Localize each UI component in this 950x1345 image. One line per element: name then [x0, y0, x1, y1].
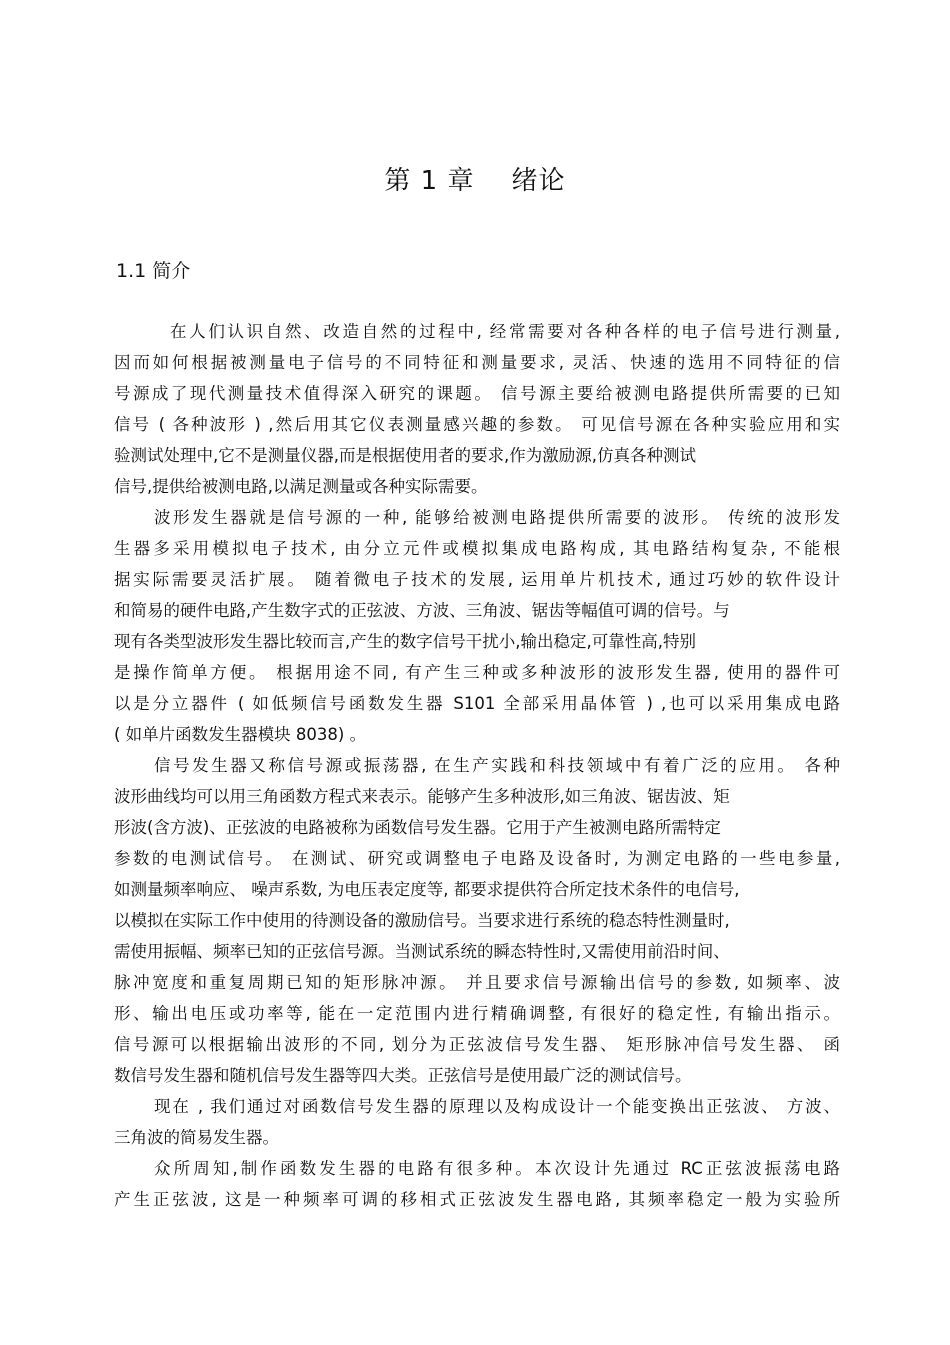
text-line: 数信号发生器和随机信号发生器等四大类。正弦信号是使用最广泛的测试信号。: [114, 1066, 692, 1085]
text-line: 信号 ( 各种波形 ) ,然后用其它仪表测量感兴趣的参数。 可见信号源在各种实验应用和实: [114, 415, 840, 434]
text-line: 众所周知,制作函数发生器的电路有很多种。本次设计先通过 RC正弦波振荡电路: [154, 1159, 840, 1178]
text-line: 现在 , 我们通过对函数信号发生器的原理以及构成设计一个能变换出正弦波、 方波、: [154, 1097, 840, 1116]
text-line: 脉冲宽度和重复周期已知的矩形脉冲源。 并且要求信号源输出信号的参数, 如频率、波: [114, 973, 840, 992]
text-line: 现有各类型波形发生器比较而言,产生的数字信号干扰小,输出稳定,可靠性高,特别: [114, 632, 696, 651]
text-line: 因而如何根据被测量电子信号的不同特征和测量要求, 灵活、快速的选用不同特征的信: [114, 353, 840, 372]
text-line: 信号源可以根据输出波形的不同, 划分为正弦波信号发生器、 矩形脉冲信号发生器、 函: [114, 1035, 840, 1054]
chapter-title: 第 1 章 绪论: [384, 166, 566, 196]
text-line: 和简易的硬件电路,产生数字式的正弦波、方波、三角波、锯齿等幅值可调的信号。与: [114, 601, 730, 620]
text-line: 信号,提供给被测电路,以满足测量或各种实际需要。: [114, 477, 488, 496]
section-heading: 1.1 简介: [116, 260, 191, 282]
text-line: 号源成了现代测量技术值得深入研究的课题。 信号源主要给被测电路提供所需要的已知: [114, 384, 840, 403]
text-line: 如测量频率响应、 噪声系数, 为电压表定度等, 都要求提供符合所定技术条件的电信号,: [114, 880, 740, 899]
text-line: 在人们认识自然、改造自然的过程中, 经常需要对各种各样的电子信号进行测量,: [170, 322, 840, 341]
text-line: 波形曲线均可以用三角函数方程式来表示。能够产生多种波形,如三角波、锯齿波、矩: [114, 787, 730, 806]
text-line: 以是分立器件 ( 如低频信号函数发生器 S101 全部采用晶体管 ) ,也可以采用集成电路: [114, 694, 840, 713]
body-text: [114, 316, 840, 1215]
text-line: 生器多采用模拟电子技术, 由分立元件或模拟集成电路构成, 其电路结构复杂, 不能根: [114, 539, 840, 558]
text-line: 形波(含方波)、正弦波的电路被称为函数信号发生器。它用于产生被测电路所需特定: [114, 818, 721, 837]
text-line: 验测试处理中,它不是测量仪器,而是根据使用者的要求,作为激励源,仿真各种测试: [114, 446, 696, 465]
text-line: 据实际需要灵活扩展。 随着微电子技术的发展, 运用单片机技术, 通过巧妙的软件设计: [114, 570, 840, 589]
text-line: 以模拟在实际工作中使用的待测设备的激励信号。当要求进行系统的稳态特性测量时,: [114, 911, 730, 930]
text-line: 产生正弦波, 这是一种频率可调的移相式正弦波发生器电路, 其频率稳定一般为实验所: [114, 1190, 840, 1209]
text-line: 形、输出电压或功率等, 能在一定范围内进行精确调整, 有很好的稳定性, 有输出指示。: [114, 1004, 840, 1023]
text-line: ( 如单片函数发生器模块 8038) 。: [114, 725, 367, 744]
text-line: 三角波的简易发生器。: [114, 1128, 279, 1147]
text-line: 是操作简单方便。 根据用途不同, 有产生三种或多种波形的波形发生器, 使用的器件可: [114, 663, 840, 682]
text-line: 参数的电测试信号。 在测试、研究或调整电子电路及设备时, 为测定电路的一些电参量,: [114, 849, 840, 868]
text-line: 波形发生器就是信号源的一种, 能够给被测电路提供所需要的波形。 传统的波形发: [154, 508, 840, 527]
text-line: 需使用振幅、频率已知的正弦信号源。当测试系统的瞬态特性时,又需使用前沿时间、: [114, 942, 730, 961]
text-line: 信号发生器又称信号源或振荡器, 在生产实践和科技领域中有着广泛的应用。 各种: [154, 756, 840, 775]
